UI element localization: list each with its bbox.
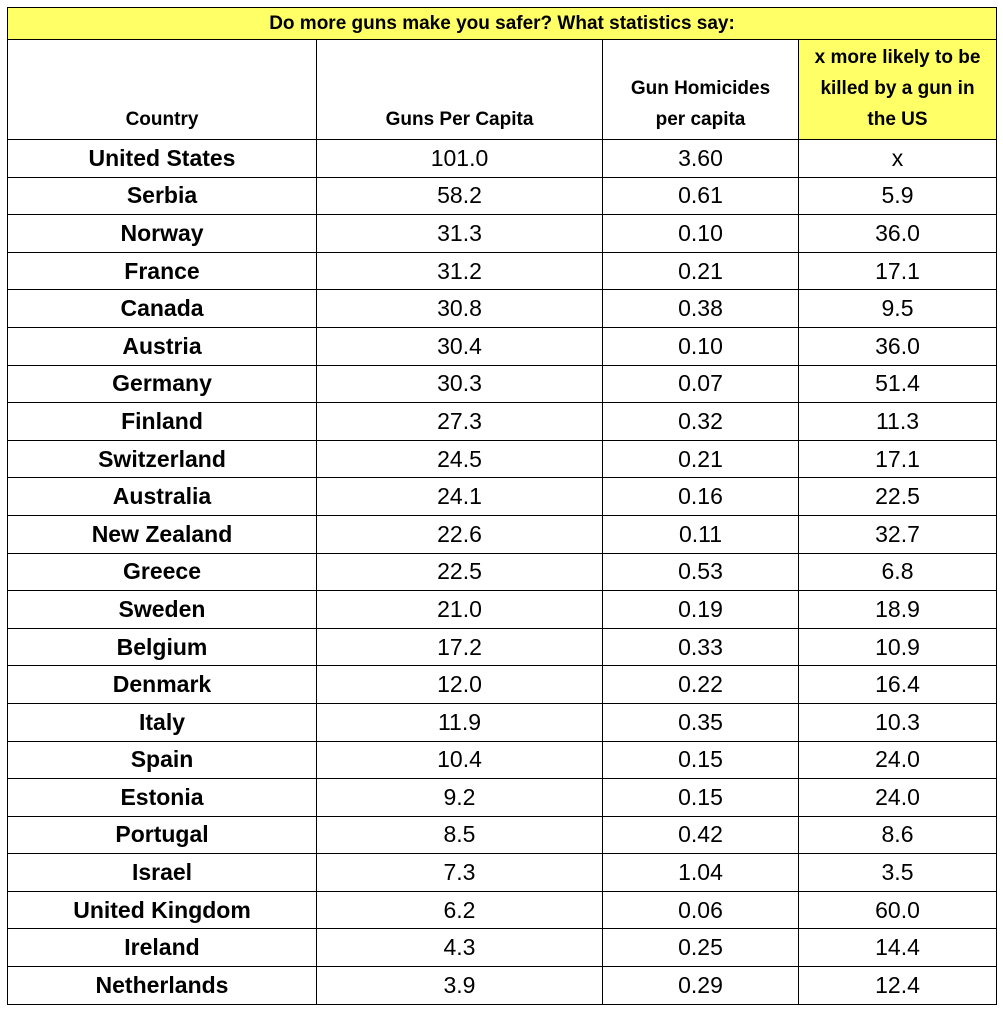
guns-per-capita-cell: 31.2 xyxy=(317,252,603,290)
country-cell: Israel xyxy=(8,854,317,892)
header-guns-per-capita: Guns Per Capita xyxy=(317,40,603,140)
gun-homicides-cell: 0.06 xyxy=(603,891,799,929)
guns-per-capita-cell: 21.0 xyxy=(317,591,603,629)
table-title: Do more guns make you safer? What statistics say: xyxy=(8,8,997,40)
likelihood-cell: 10.3 xyxy=(799,703,997,741)
gun-homicides-cell: 0.15 xyxy=(603,779,799,817)
table-row xyxy=(8,515,997,553)
table-row xyxy=(8,666,997,704)
table-row xyxy=(8,591,997,629)
gun-homicides-cell: 0.25 xyxy=(603,929,799,967)
likelihood-cell: 8.6 xyxy=(799,816,997,854)
guns-per-capita-cell: 10.4 xyxy=(317,741,603,779)
country-cell: Ireland xyxy=(8,929,317,967)
table-row xyxy=(8,779,997,817)
likelihood-cell: 3.5 xyxy=(799,854,997,892)
table-row xyxy=(8,215,997,253)
header-row xyxy=(8,40,997,140)
likelihood-cell: 36.0 xyxy=(799,215,997,253)
country-cell: New Zealand xyxy=(8,515,317,553)
guns-per-capita-cell: 7.3 xyxy=(317,854,603,892)
likelihood-cell: 10.9 xyxy=(799,628,997,666)
guns-per-capita-cell: 30.3 xyxy=(317,365,603,403)
gun-homicides-cell: 0.10 xyxy=(603,327,799,365)
country-cell: Belgium xyxy=(8,628,317,666)
country-cell: Sweden xyxy=(8,591,317,629)
guns-per-capita-cell: 22.5 xyxy=(317,553,603,591)
header-likelihood xyxy=(799,40,997,140)
likelihood-cell: x xyxy=(799,140,997,178)
gun-homicides-cell: 0.33 xyxy=(603,628,799,666)
guns-per-capita-cell: 3.9 xyxy=(317,967,603,1005)
table-row xyxy=(8,741,997,779)
country-cell: France xyxy=(8,252,317,290)
table-row xyxy=(8,703,997,741)
likelihood-cell: 6.8 xyxy=(799,553,997,591)
table-row xyxy=(8,478,997,516)
country-cell: Norway xyxy=(8,215,317,253)
country-cell: Australia xyxy=(8,478,317,516)
gun-homicides-cell: 0.53 xyxy=(603,553,799,591)
gun-homicides-cell: 0.16 xyxy=(603,478,799,516)
table-row xyxy=(8,252,997,290)
guns-per-capita-cell: 24.1 xyxy=(317,478,603,516)
country-cell: Spain xyxy=(8,741,317,779)
gun-homicides-cell: 0.38 xyxy=(603,290,799,328)
country-cell: Switzerland xyxy=(8,440,317,478)
title-row xyxy=(8,8,997,40)
likelihood-cell: 11.3 xyxy=(799,403,997,441)
country-cell: Austria xyxy=(8,327,317,365)
table-row xyxy=(8,967,997,1005)
header-likelihood-line3: the US xyxy=(867,109,928,130)
gun-homicides-cell: 0.21 xyxy=(603,440,799,478)
header-gun-homicides xyxy=(603,40,799,140)
country-cell: Italy xyxy=(8,703,317,741)
table-row xyxy=(8,553,997,591)
country-cell: United States xyxy=(8,140,317,178)
gun-statistics-table xyxy=(7,7,997,1005)
header-gun-homicides-line1: Gun Homicides xyxy=(630,78,771,99)
table-row xyxy=(8,290,997,328)
gun-homicides-cell: 0.15 xyxy=(603,741,799,779)
country-cell: Estonia xyxy=(8,779,317,817)
table-row xyxy=(8,140,997,178)
likelihood-cell: 14.4 xyxy=(799,929,997,967)
table-row xyxy=(8,628,997,666)
guns-per-capita-cell: 31.3 xyxy=(317,215,603,253)
gun-homicides-cell: 0.32 xyxy=(603,403,799,441)
guns-per-capita-cell: 30.8 xyxy=(317,290,603,328)
gun-homicides-cell: 0.42 xyxy=(603,816,799,854)
header-likelihood-line2: killed by a gun in xyxy=(820,78,975,99)
guns-per-capita-cell: 24.5 xyxy=(317,440,603,478)
guns-per-capita-cell: 11.9 xyxy=(317,703,603,741)
table-row xyxy=(8,891,997,929)
gun-homicides-cell: 0.61 xyxy=(603,177,799,215)
table-row xyxy=(8,177,997,215)
likelihood-cell: 17.1 xyxy=(799,440,997,478)
country-cell: Finland xyxy=(8,403,317,441)
likelihood-cell: 18.9 xyxy=(799,591,997,629)
table-row xyxy=(8,816,997,854)
gun-homicides-cell: 0.29 xyxy=(603,967,799,1005)
likelihood-cell: 5.9 xyxy=(799,177,997,215)
likelihood-cell: 24.0 xyxy=(799,741,997,779)
guns-per-capita-cell: 101.0 xyxy=(317,140,603,178)
likelihood-cell: 22.5 xyxy=(799,478,997,516)
guns-per-capita-cell: 58.2 xyxy=(317,177,603,215)
guns-per-capita-cell: 22.6 xyxy=(317,515,603,553)
guns-per-capita-cell: 9.2 xyxy=(317,779,603,817)
likelihood-cell: 51.4 xyxy=(799,365,997,403)
table-row xyxy=(8,403,997,441)
country-cell: Denmark xyxy=(8,666,317,704)
country-cell: Serbia xyxy=(8,177,317,215)
guns-per-capita-cell: 6.2 xyxy=(317,891,603,929)
gun-homicides-cell: 0.35 xyxy=(603,703,799,741)
guns-per-capita-cell: 27.3 xyxy=(317,403,603,441)
table-row xyxy=(8,929,997,967)
gun-homicides-cell: 0.11 xyxy=(603,515,799,553)
gun-homicides-cell: 0.21 xyxy=(603,252,799,290)
likelihood-cell: 32.7 xyxy=(799,515,997,553)
header-gun-homicides-line2: per capita xyxy=(655,109,746,130)
likelihood-cell: 16.4 xyxy=(799,666,997,704)
likelihood-cell: 17.1 xyxy=(799,252,997,290)
guns-per-capita-cell: 30.4 xyxy=(317,327,603,365)
country-cell: Germany xyxy=(8,365,317,403)
likelihood-cell: 12.4 xyxy=(799,967,997,1005)
likelihood-cell: 24.0 xyxy=(799,779,997,817)
table-row xyxy=(8,854,997,892)
likelihood-cell: 60.0 xyxy=(799,891,997,929)
likelihood-cell: 36.0 xyxy=(799,327,997,365)
table-row xyxy=(8,365,997,403)
header-country: Country xyxy=(8,40,317,140)
guns-per-capita-cell: 17.2 xyxy=(317,628,603,666)
likelihood-cell: 9.5 xyxy=(799,290,997,328)
header-likelihood-line1: x more likely to be xyxy=(814,47,981,68)
gun-homicides-cell: 3.60 xyxy=(603,140,799,178)
guns-per-capita-cell: 12.0 xyxy=(317,666,603,704)
country-cell: Greece xyxy=(8,553,317,591)
country-cell: Portugal xyxy=(8,816,317,854)
table-row xyxy=(8,440,997,478)
guns-per-capita-cell: 8.5 xyxy=(317,816,603,854)
country-cell: United Kingdom xyxy=(8,891,317,929)
gun-homicides-cell: 0.07 xyxy=(603,365,799,403)
gun-homicides-cell: 1.04 xyxy=(603,854,799,892)
gun-homicides-cell: 0.19 xyxy=(603,591,799,629)
gun-homicides-cell: 0.22 xyxy=(603,666,799,704)
gun-homicides-cell: 0.10 xyxy=(603,215,799,253)
country-cell: Netherlands xyxy=(8,967,317,1005)
guns-per-capita-cell: 4.3 xyxy=(317,929,603,967)
table-row xyxy=(8,327,997,365)
country-cell: Canada xyxy=(8,290,317,328)
